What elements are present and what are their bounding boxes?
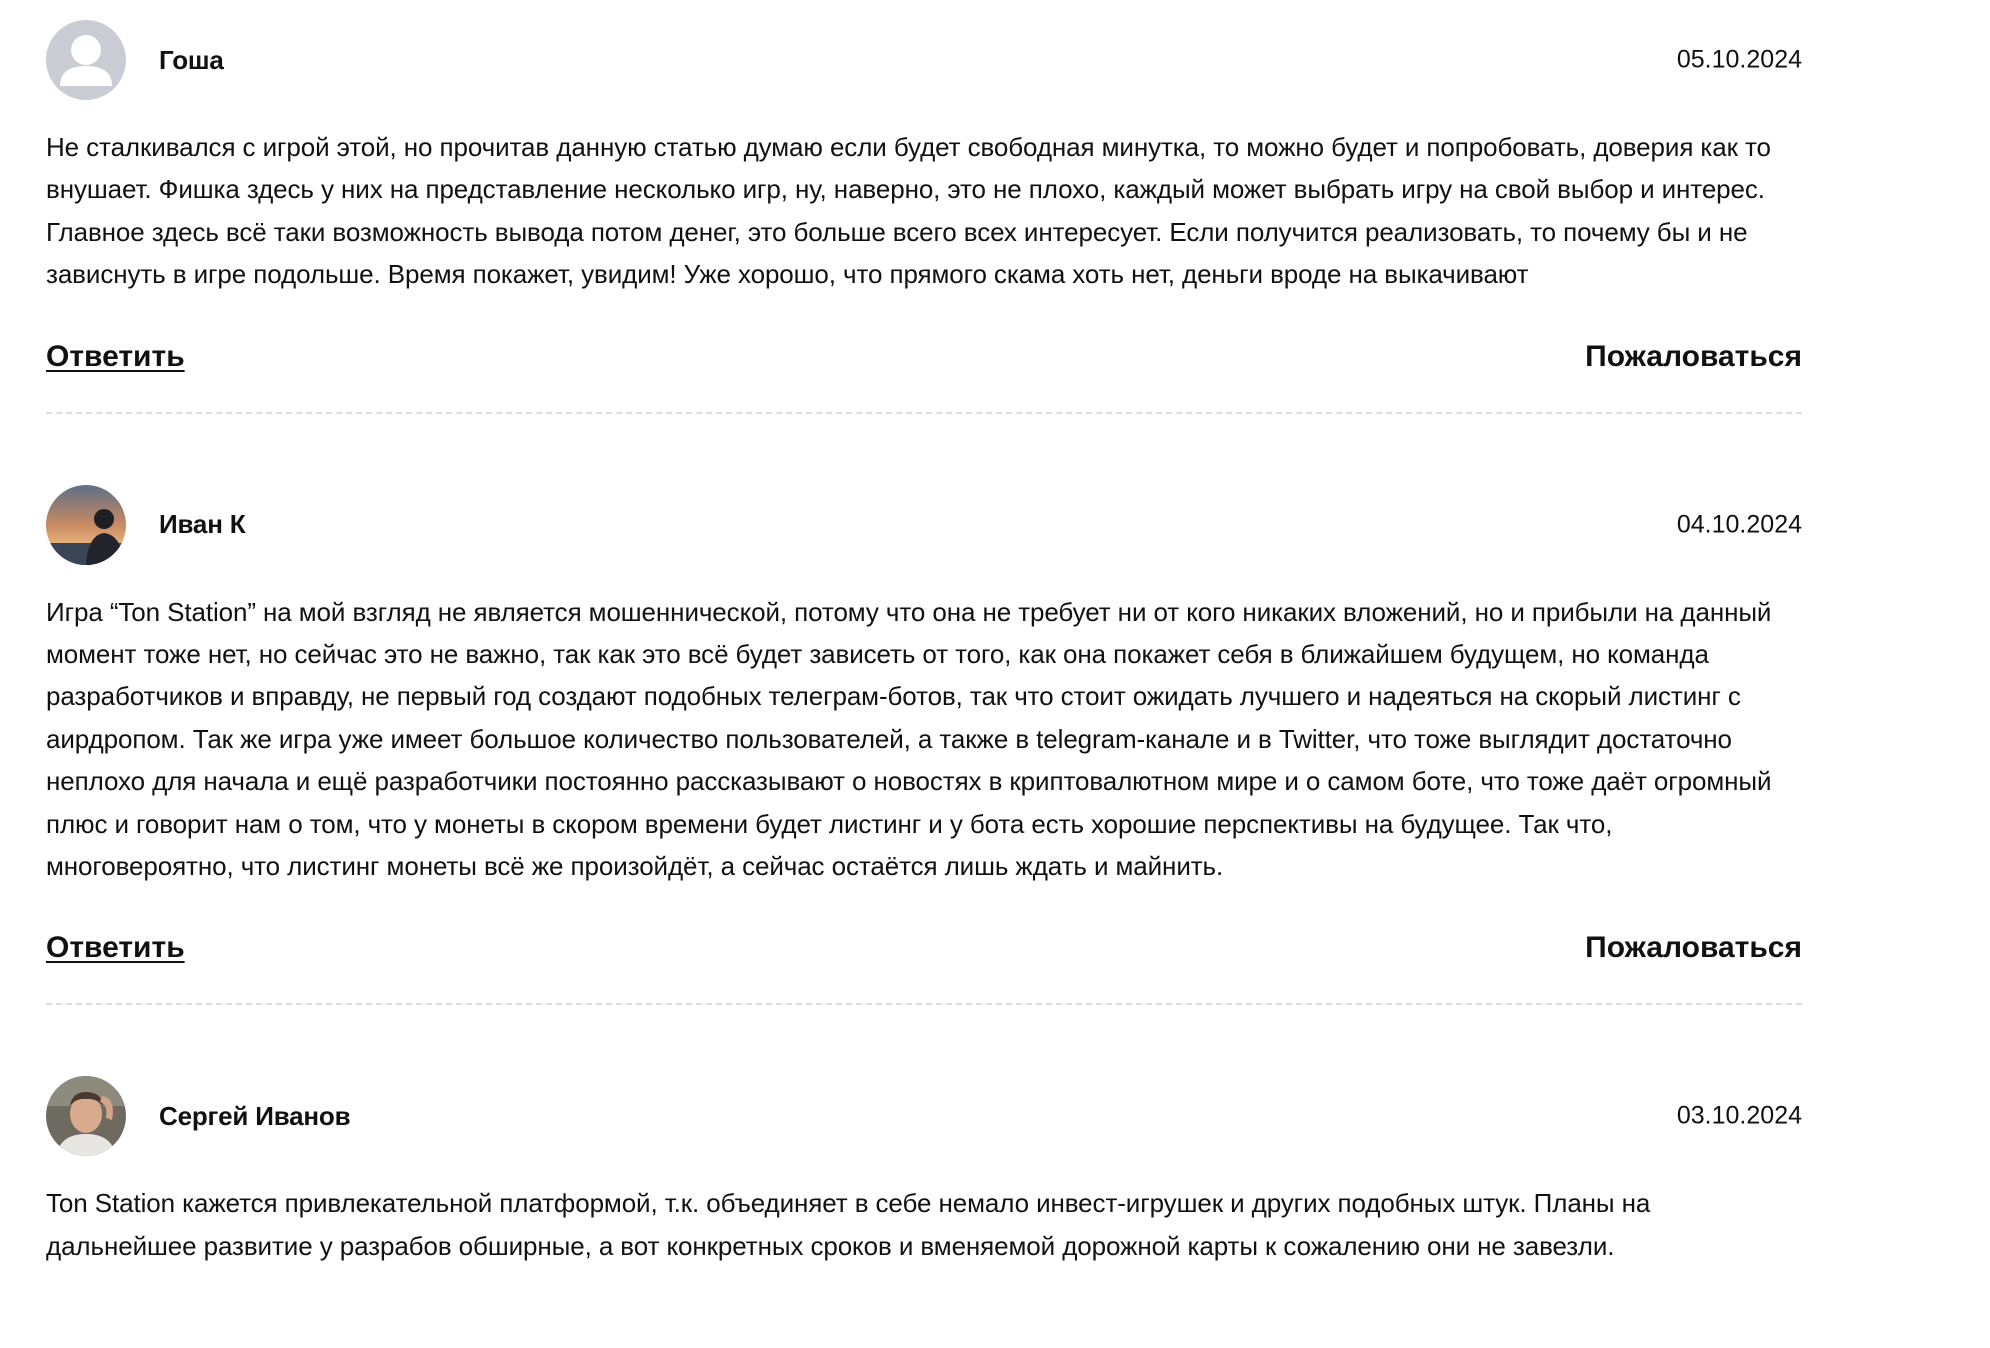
comment-date: 05.10.2024 — [1676, 45, 1802, 74]
comment-divider — [46, 412, 1802, 414]
default-avatar-icon — [46, 20, 126, 100]
comment-author: Сергей Иванов — [159, 1100, 351, 1131]
comment-actions — [46, 340, 1802, 380]
comment-header — [46, 1076, 1802, 1156]
reply-link[interactable]: Ответить — [46, 339, 185, 373]
comment-date: 04.10.2024 — [1676, 510, 1802, 539]
comment-header — [46, 485, 1802, 565]
comment-author: Иван К — [159, 509, 246, 540]
comment-text: Не сталкивался с игрой этой, но прочитав данную статью думаю если будет свободная минутка, то можно будет и попробовать, доверия как то внушает. Фишка здесь у них на представление несколько игр, ну, наверно, это не плохо, каждый может выбрать игру на свой выбор и интерес. Главное здесь всё таки возможность вывода потом денег, это больше всего всех интересует. Если получится реализовать, то почему бы и не зависнуть в игре подольше. Время покажет, увидим! Уже хорошо, что прямого скама хоть нет, деньги вроде на выкачивают — [46, 132, 1771, 290]
comment-item — [46, 20, 1802, 414]
avatar — [46, 20, 126, 100]
user-photo-avatar — [46, 485, 126, 565]
comment-text: Игра “Ton Station” на мой взгляд не является мошеннической, потому что она не требует ни от кого никаких вложений, но и прибыли на данный момент тоже нет, но сейчас это не важно, так как это всё будет зависеть от того, как она покажет себя в ближайшем будущем, но команда разработчиков и вправду, не первый год создают подобных телеграм-ботов, так что стоит ожидать лучшего и надеяться на скорый листинг с аирдропом. Так же игра уже имеет большое количество пользователей, а также в telegram-канале и в Twitter, что тоже выглядит достаточно неплохо для начала и ещё разработчики постоянно рассказывают о новостях в криптовалютном мире и о самом боте, что тоже даёт огромный плюс и говорит нам о том, что у монеты в скором времени будет листинг и у бота есть хорошие перспективы на будущее. Так что, многовероятно, что листинг монеты всё же произойдёт, а сейчас остаётся лишь ждать и майнить. — [46, 596, 1772, 882]
complain-link[interactable]: Пожаловаться — [1585, 931, 1802, 965]
comments-list — [46, 20, 1802, 1267]
avatar — [46, 485, 126, 565]
comment-item — [46, 1076, 1802, 1267]
comment-divider — [46, 1003, 1802, 1005]
comment-text: Ton Station кажется привлекательной платформой, т.к. объединяет в себе немало инвест-игрушек и других подобных штук. Планы на дальнейшее развитие у разрабов обширные, а вот конкретных сроков и вменяемой дорожной карты к сожалению они не завезли. — [46, 1188, 1651, 1261]
comment-item — [46, 485, 1802, 1006]
avatar — [46, 1076, 126, 1156]
reply-link[interactable]: Ответить — [46, 931, 185, 965]
comment-header — [46, 20, 1802, 100]
comment-date: 03.10.2024 — [1676, 1101, 1802, 1130]
user-photo-avatar — [46, 1076, 126, 1156]
comment-author: Гоша — [159, 44, 224, 75]
comment-actions — [46, 931, 1802, 971]
complain-link[interactable]: Пожаловаться — [1585, 339, 1802, 373]
